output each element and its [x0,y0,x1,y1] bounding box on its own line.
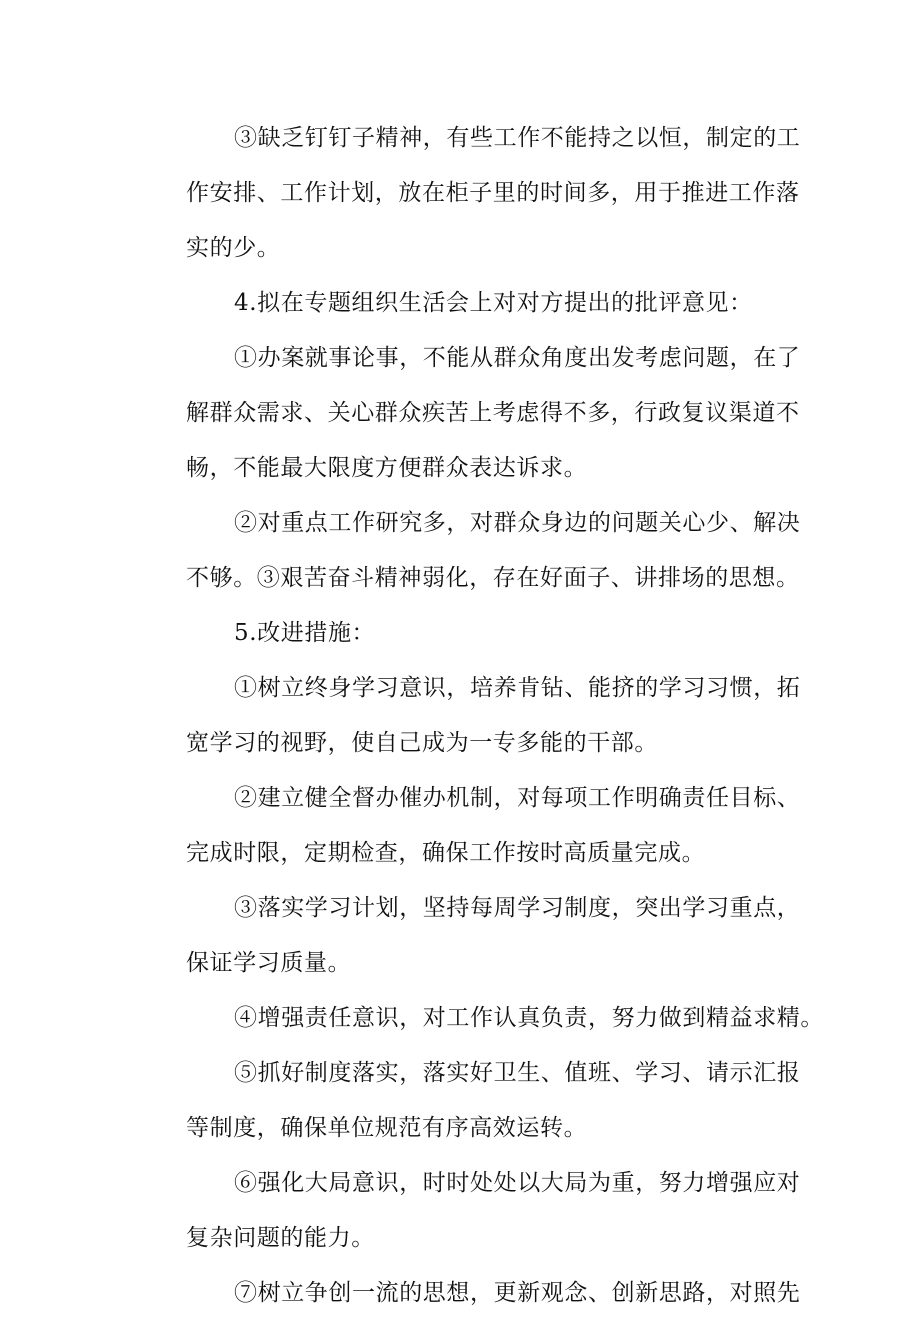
paragraph-measure-1 [140,661,801,771]
text-line: ⑦树立争创一流的思想，更新观念、创新思路，对照先 [234,1280,801,1306]
text-line: 保证学习质量。 [186,950,352,976]
section-heading: 4.拟在专题组织生活会上对对方提出的批评意见： [234,290,753,316]
text-line: 宽学习的视野，使自己成为一专多能的干部。 [186,730,658,756]
text-line: ②对重点工作研究多，对群众身边的问题关心少、解决 [234,510,801,536]
text-line: ③缺乏钉钉子精神，有些工作不能持之以恒，制定的工 [234,125,801,151]
text-line: 不够。③艰苦奋斗精神弱化，存在好面子、讲排场的思想。 [186,565,800,591]
text-line: ④增强责任意识，对工作认真负责，努力做到精益求精。 [234,1005,824,1031]
section-heading-4-criticism [140,276,780,331]
paragraph-measure-2 [140,771,801,881]
text-line: ③落实学习计划，坚持每周学习制度，突出学习重点， [234,895,801,921]
paragraph-criticism-1 [140,331,801,496]
paragraph-criticism-2-3 [140,496,801,606]
text-line: 等制度，确保单位规范有序高效运转。 [186,1115,588,1141]
section-heading: 5.改进措施： [234,620,376,646]
text-line: ⑤抓好制度落实，落实好卫生、值班、学习、请示汇报 [234,1060,801,1086]
text-line: ⑥强化大局意识，时时处处以大局为重，努力增强应对 [234,1170,801,1196]
paragraph-measure-7 [140,1266,801,1321]
text-line: 完成时限，定期检查，确保工作按时高质量完成。 [186,840,706,866]
text-line: ①办案就事论事，不能从群众角度出发考虑问题，在了 [234,345,801,371]
text-line: ②建立健全督办催办机制，对每项工作明确责任目标、 [234,785,801,811]
text-line: 解群众需求、关心群众疾苦上考虑得不多，行政复议渠道不 [186,400,800,426]
paragraph-measure-6 [140,1156,801,1266]
text-line: 畅，不能最大限度方便群众表达诉求。 [186,455,588,481]
text-line: ①树立终身学习意识，培养肯钻、能挤的学习习惯，拓 [234,675,801,701]
document-body [140,111,824,1321]
section-heading-5-improvements [140,606,780,661]
text-line: 作安排、工作计划，放在柜子里的时间多，用于推进工作落 [186,180,800,206]
paragraph-measure-3 [140,881,801,991]
paragraph-item-3-lack-persistence [140,111,801,276]
paragraph-measure-5 [140,1046,801,1156]
text-line: 实的少。 [186,235,281,261]
paragraph-measure-4 [140,991,824,1046]
text-line: 复杂问题的能力。 [186,1225,375,1251]
